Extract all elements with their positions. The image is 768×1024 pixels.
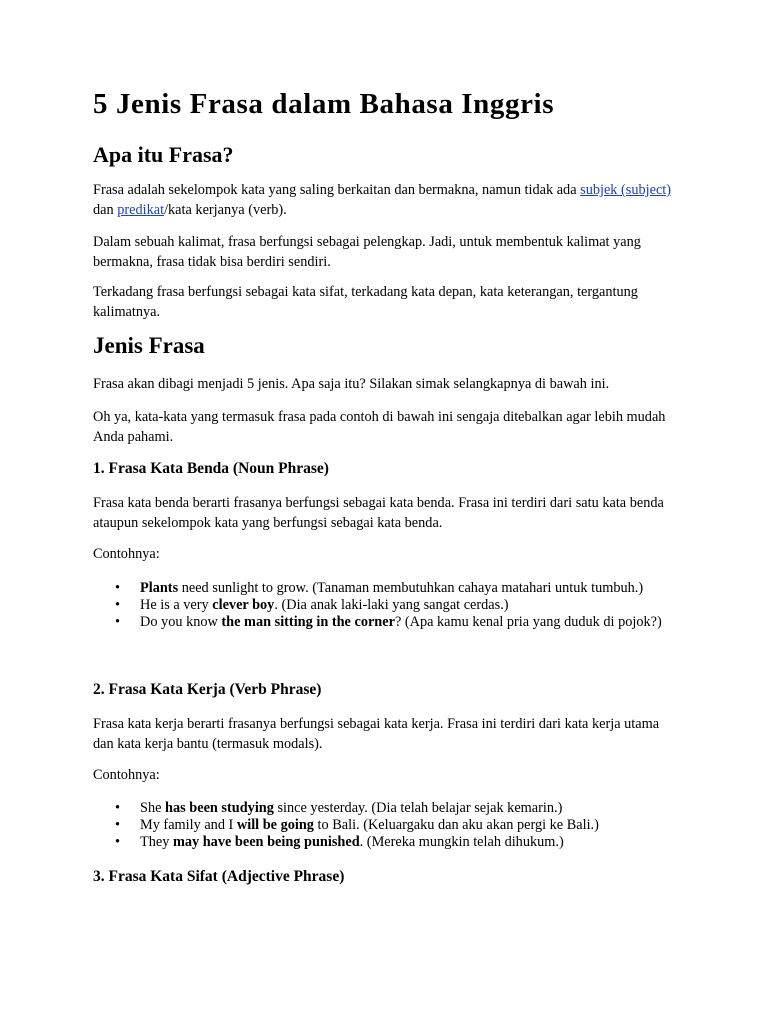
bold-phrase: has been studying [165,800,274,816]
list-item: • My family and I will be going to Bali. (Keluargaku dan aku akan pergi ke Bali.) [93,817,683,834]
bold-phrase: Plants [140,580,179,596]
paragraph-role: Terkadang frasa berfungsi sebagai kata sifat, terkadang kata depan, kata keterangan, tergantung kalimatnya. [93,284,638,320]
noun-examples-list [93,580,683,631]
list-item: • She has been studying since yesterday. (Dia telah belajar sejak kemarin.) [93,800,683,817]
heading-verb-phrase: 2. Frasa Kata Kerja (Verb Phrase) [93,681,322,698]
definition-text-before: Frasa adalah sekelompok kata yang saling berkaitan dan bermakna, namun tidak ada [93,182,581,198]
noun-examples-label: Contohnya: [93,546,160,562]
heading-adjective-phrase: 3. Frasa Kata Sifat (Adjective Phrase) [93,868,345,885]
heading-apa-itu-frasa: Apa itu Frasa? [93,142,234,167]
bold-phrase: will be going [236,817,314,833]
verb-examples-label: Contohnya: [93,767,160,783]
heading-noun-phrase: 1. Frasa Kata Benda (Noun Phrase) [93,460,329,477]
list-item: • He is a very clever boy. (Dia anak laki-laki yang sangat cerdas.) [93,597,683,614]
definition-text-mid: dan [93,202,118,218]
link-subjek[interactable]: subjek (subject) [580,182,672,198]
list-item: • Do you know the man sitting in the corner? (Apa kamu kenal pria yang duduk di pojok?) [93,614,683,631]
link-predikat[interactable]: predikat [117,202,165,218]
list-item: • They may have been being punished. (Mereka mungkin telah dihukum.) [93,834,683,851]
definition-text-after: /kata kerjanya (verb). [164,202,287,218]
paragraph-bold-note: Oh ya, kata-kata yang termasuk frasa pada contoh di bawah ini sengaja ditebalkan agar lebih mudah Anda pahami. [93,409,666,445]
document-title: 5 Jenis Frasa dalam Bahasa Inggris [93,88,555,120]
bold-phrase: clever boy [212,597,275,613]
paragraph-function: Dalam sebuah kalimat, frasa berfungsi sebagai pelengkap. Jadi, untuk membentuk kalimat yang bermakna, frasa tidak bisa berdiri sendiri. [93,234,641,270]
paragraph-verb-desc: Frasa kata kerja berarti frasanya berfungsi sebagai kata kerja. Frasa ini terdiri dari kata kerja utama dan kata kerja bantu (termasuk modals). [93,716,660,752]
bold-phrase: may have been being punished [172,834,360,850]
paragraph-noun-desc: Frasa kata benda berarti frasanya berfungsi sebagai kata benda. Frasa ini terdiri dari satu kata benda ataupun sekelompok kata yang berfungsi sebagai kata benda. [93,495,664,531]
verb-examples-list [93,800,683,851]
bold-phrase: the man sitting in the corner [221,614,395,630]
paragraph-five-types: Frasa akan dibagi menjadi 5 jenis. Apa saja itu? Silakan simak selangkapnya di bawah ini. [93,376,610,392]
list-item: • Plants need sunlight to grow. (Tanaman membutuhkan cahaya matahari untuk tumbuh.) [93,580,683,597]
paragraph-definition [93,180,683,220]
heading-jenis-frasa: Jenis Frasa [93,333,205,358]
